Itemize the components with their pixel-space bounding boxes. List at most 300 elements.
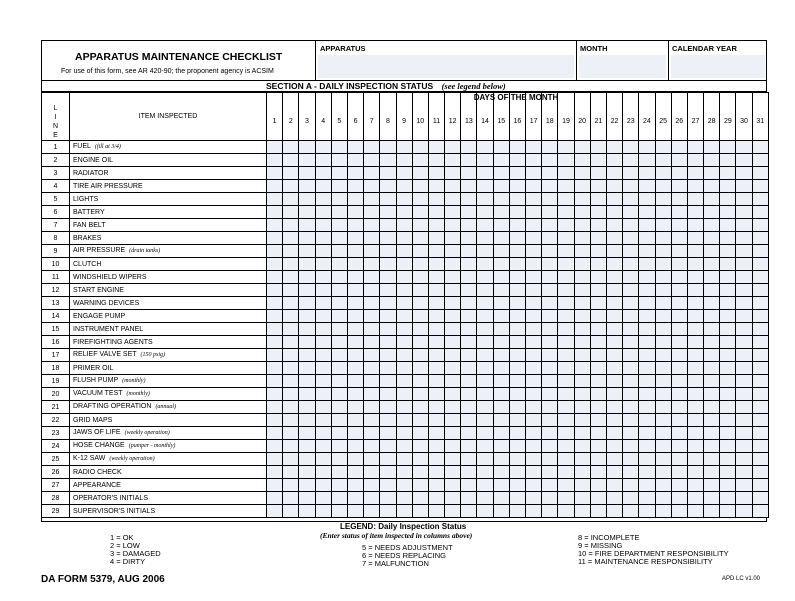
status-cell[interactable] <box>720 336 736 349</box>
status-cell[interactable] <box>687 271 703 284</box>
status-cell[interactable] <box>396 336 412 349</box>
status-cell[interactable] <box>639 492 655 505</box>
status-cell[interactable] <box>526 271 542 284</box>
status-cell[interactable] <box>687 427 703 440</box>
status-cell[interactable] <box>364 505 380 518</box>
status-cell[interactable] <box>315 336 331 349</box>
status-cell[interactable] <box>412 258 428 271</box>
status-cell[interactable] <box>590 362 606 375</box>
status-cell[interactable] <box>412 349 428 362</box>
status-cell[interactable] <box>574 245 590 258</box>
status-cell[interactable] <box>655 258 671 271</box>
status-cell[interactable] <box>590 466 606 479</box>
status-cell[interactable] <box>671 297 687 310</box>
status-cell[interactable] <box>283 492 299 505</box>
status-cell[interactable] <box>267 271 283 284</box>
status-cell[interactable] <box>493 310 509 323</box>
status-cell[interactable] <box>331 492 347 505</box>
status-cell[interactable] <box>283 466 299 479</box>
status-cell[interactable] <box>704 219 720 232</box>
status-cell[interactable] <box>477 388 493 401</box>
status-cell[interactable] <box>720 245 736 258</box>
status-cell[interactable] <box>655 245 671 258</box>
status-cell[interactable] <box>526 193 542 206</box>
status-cell[interactable] <box>396 193 412 206</box>
status-cell[interactable] <box>445 219 461 232</box>
status-cell[interactable] <box>477 492 493 505</box>
status-cell[interactable] <box>623 375 639 388</box>
status-cell[interactable] <box>671 258 687 271</box>
status-cell[interactable] <box>380 336 396 349</box>
status-cell[interactable] <box>267 245 283 258</box>
status-cell[interactable] <box>509 297 525 310</box>
status-cell[interactable] <box>687 479 703 492</box>
status-cell[interactable] <box>704 375 720 388</box>
status-cell[interactable] <box>526 232 542 245</box>
status-cell[interactable] <box>752 245 768 258</box>
status-cell[interactable] <box>671 349 687 362</box>
status-cell[interactable] <box>574 453 590 466</box>
status-cell[interactable] <box>655 388 671 401</box>
status-cell[interactable] <box>477 362 493 375</box>
status-cell[interactable] <box>655 505 671 518</box>
status-cell[interactable] <box>380 154 396 167</box>
status-cell[interactable] <box>736 388 752 401</box>
status-cell[interactable] <box>655 362 671 375</box>
status-cell[interactable] <box>655 375 671 388</box>
status-cell[interactable] <box>720 427 736 440</box>
status-cell[interactable] <box>493 453 509 466</box>
status-cell[interactable] <box>526 284 542 297</box>
status-cell[interactable] <box>347 141 363 154</box>
status-cell[interactable] <box>574 323 590 336</box>
status-cell[interactable] <box>445 206 461 219</box>
status-cell[interactable] <box>493 271 509 284</box>
status-cell[interactable] <box>461 466 477 479</box>
status-cell[interactable] <box>461 141 477 154</box>
status-cell[interactable] <box>493 232 509 245</box>
status-cell[interactable] <box>396 310 412 323</box>
status-cell[interactable] <box>493 362 509 375</box>
status-cell[interactable] <box>558 401 574 414</box>
status-cell[interactable] <box>574 180 590 193</box>
status-cell[interactable] <box>396 154 412 167</box>
status-cell[interactable] <box>655 349 671 362</box>
status-cell[interactable] <box>477 375 493 388</box>
status-cell[interactable] <box>315 492 331 505</box>
status-cell[interactable] <box>428 349 444 362</box>
status-cell[interactable] <box>428 466 444 479</box>
status-cell[interactable] <box>542 141 558 154</box>
status-cell[interactable] <box>606 336 622 349</box>
status-cell[interactable] <box>331 206 347 219</box>
status-cell[interactable] <box>574 336 590 349</box>
status-cell[interactable] <box>493 297 509 310</box>
status-cell[interactable] <box>655 219 671 232</box>
status-cell[interactable] <box>687 193 703 206</box>
status-cell[interactable] <box>639 349 655 362</box>
status-cell[interactable] <box>558 258 574 271</box>
status-cell[interactable] <box>461 258 477 271</box>
status-cell[interactable] <box>687 362 703 375</box>
status-cell[interactable] <box>380 167 396 180</box>
status-cell[interactable] <box>267 232 283 245</box>
status-cell[interactable] <box>509 206 525 219</box>
status-cell[interactable] <box>623 427 639 440</box>
status-cell[interactable] <box>526 323 542 336</box>
status-cell[interactable] <box>590 505 606 518</box>
status-cell[interactable] <box>720 479 736 492</box>
status-cell[interactable] <box>509 466 525 479</box>
status-cell[interactable] <box>623 284 639 297</box>
status-cell[interactable] <box>493 401 509 414</box>
status-cell[interactable] <box>509 453 525 466</box>
status-cell[interactable] <box>445 479 461 492</box>
status-cell[interactable] <box>396 284 412 297</box>
status-cell[interactable] <box>542 297 558 310</box>
status-cell[interactable] <box>380 271 396 284</box>
status-cell[interactable] <box>590 232 606 245</box>
status-cell[interactable] <box>687 310 703 323</box>
status-cell[interactable] <box>396 323 412 336</box>
status-cell[interactable] <box>396 297 412 310</box>
status-cell[interactable] <box>736 180 752 193</box>
status-cell[interactable] <box>267 336 283 349</box>
status-cell[interactable] <box>542 362 558 375</box>
status-cell[interactable] <box>428 505 444 518</box>
status-cell[interactable] <box>720 466 736 479</box>
status-cell[interactable] <box>347 453 363 466</box>
status-cell[interactable] <box>283 245 299 258</box>
status-cell[interactable] <box>526 479 542 492</box>
status-cell[interactable] <box>590 193 606 206</box>
status-cell[interactable] <box>396 258 412 271</box>
status-cell[interactable] <box>558 492 574 505</box>
status-cell[interactable] <box>267 505 283 518</box>
status-cell[interactable] <box>461 323 477 336</box>
status-cell[interactable] <box>687 336 703 349</box>
status-cell[interactable] <box>283 401 299 414</box>
status-cell[interactable] <box>299 349 315 362</box>
status-cell[interactable] <box>347 427 363 440</box>
status-cell[interactable] <box>526 414 542 427</box>
status-cell[interactable] <box>704 154 720 167</box>
status-cell[interactable] <box>655 323 671 336</box>
status-cell[interactable] <box>364 284 380 297</box>
status-cell[interactable] <box>267 284 283 297</box>
status-cell[interactable] <box>396 492 412 505</box>
status-cell[interactable] <box>606 492 622 505</box>
status-cell[interactable] <box>364 232 380 245</box>
status-cell[interactable] <box>445 375 461 388</box>
status-cell[interactable] <box>380 427 396 440</box>
status-cell[interactable] <box>445 336 461 349</box>
status-cell[interactable] <box>574 154 590 167</box>
status-cell[interactable] <box>509 167 525 180</box>
status-cell[interactable] <box>639 453 655 466</box>
status-cell[interactable] <box>331 284 347 297</box>
status-cell[interactable] <box>509 323 525 336</box>
status-cell[interactable] <box>477 479 493 492</box>
status-cell[interactable] <box>461 297 477 310</box>
status-cell[interactable] <box>509 479 525 492</box>
status-cell[interactable] <box>509 154 525 167</box>
status-cell[interactable] <box>428 440 444 453</box>
status-cell[interactable] <box>526 466 542 479</box>
status-cell[interactable] <box>639 167 655 180</box>
status-cell[interactable] <box>364 310 380 323</box>
status-cell[interactable] <box>315 388 331 401</box>
status-cell[interactable] <box>704 492 720 505</box>
status-cell[interactable] <box>752 505 768 518</box>
status-cell[interactable] <box>704 349 720 362</box>
status-cell[interactable] <box>347 206 363 219</box>
status-cell[interactable] <box>671 492 687 505</box>
status-cell[interactable] <box>331 141 347 154</box>
status-cell[interactable] <box>493 440 509 453</box>
status-cell[interactable] <box>752 323 768 336</box>
status-cell[interactable] <box>315 258 331 271</box>
apparatus-field[interactable] <box>318 55 574 78</box>
status-cell[interactable] <box>720 349 736 362</box>
status-cell[interactable] <box>428 297 444 310</box>
status-cell[interactable] <box>445 323 461 336</box>
status-cell[interactable] <box>509 388 525 401</box>
status-cell[interactable] <box>283 479 299 492</box>
status-cell[interactable] <box>590 258 606 271</box>
status-cell[interactable] <box>623 141 639 154</box>
status-cell[interactable] <box>542 284 558 297</box>
status-cell[interactable] <box>493 427 509 440</box>
status-cell[interactable] <box>574 193 590 206</box>
status-cell[interactable] <box>267 388 283 401</box>
status-cell[interactable] <box>331 336 347 349</box>
status-cell[interactable] <box>639 258 655 271</box>
status-cell[interactable] <box>526 167 542 180</box>
status-cell[interactable] <box>509 258 525 271</box>
status-cell[interactable] <box>412 180 428 193</box>
status-cell[interactable] <box>445 141 461 154</box>
month-field[interactable] <box>579 55 666 78</box>
status-cell[interactable] <box>752 258 768 271</box>
status-cell[interactable] <box>526 362 542 375</box>
status-cell[interactable] <box>461 453 477 466</box>
status-cell[interactable] <box>655 271 671 284</box>
status-cell[interactable] <box>380 453 396 466</box>
status-cell[interactable] <box>590 219 606 232</box>
status-cell[interactable] <box>396 440 412 453</box>
status-cell[interactable] <box>542 388 558 401</box>
status-cell[interactable] <box>347 414 363 427</box>
status-cell[interactable] <box>752 440 768 453</box>
status-cell[interactable] <box>623 440 639 453</box>
status-cell[interactable] <box>477 232 493 245</box>
status-cell[interactable] <box>558 167 574 180</box>
status-cell[interactable] <box>574 141 590 154</box>
status-cell[interactable] <box>412 466 428 479</box>
status-cell[interactable] <box>639 193 655 206</box>
status-cell[interactable] <box>574 479 590 492</box>
status-cell[interactable] <box>752 219 768 232</box>
status-cell[interactable] <box>493 219 509 232</box>
status-cell[interactable] <box>590 375 606 388</box>
status-cell[interactable] <box>396 453 412 466</box>
status-cell[interactable] <box>671 284 687 297</box>
status-cell[interactable] <box>493 206 509 219</box>
status-cell[interactable] <box>364 258 380 271</box>
status-cell[interactable] <box>542 232 558 245</box>
status-cell[interactable] <box>364 245 380 258</box>
status-cell[interactable] <box>590 245 606 258</box>
status-cell[interactable] <box>267 323 283 336</box>
status-cell[interactable] <box>639 297 655 310</box>
status-cell[interactable] <box>477 414 493 427</box>
status-cell[interactable] <box>477 271 493 284</box>
status-cell[interactable] <box>380 232 396 245</box>
status-cell[interactable] <box>509 193 525 206</box>
status-cell[interactable] <box>606 349 622 362</box>
status-cell[interactable] <box>752 154 768 167</box>
status-cell[interactable] <box>461 232 477 245</box>
status-cell[interactable] <box>704 505 720 518</box>
status-cell[interactable] <box>655 141 671 154</box>
status-cell[interactable] <box>493 284 509 297</box>
status-cell[interactable] <box>461 362 477 375</box>
status-cell[interactable] <box>736 310 752 323</box>
status-cell[interactable] <box>380 401 396 414</box>
status-cell[interactable] <box>558 453 574 466</box>
status-cell[interactable] <box>687 167 703 180</box>
status-cell[interactable] <box>623 414 639 427</box>
status-cell[interactable] <box>493 180 509 193</box>
status-cell[interactable] <box>720 232 736 245</box>
status-cell[interactable] <box>720 154 736 167</box>
status-cell[interactable] <box>558 232 574 245</box>
status-cell[interactable] <box>347 310 363 323</box>
status-cell[interactable] <box>623 479 639 492</box>
status-cell[interactable] <box>509 180 525 193</box>
status-cell[interactable] <box>752 271 768 284</box>
status-cell[interactable] <box>461 245 477 258</box>
status-cell[interactable] <box>606 505 622 518</box>
status-cell[interactable] <box>704 414 720 427</box>
status-cell[interactable] <box>283 505 299 518</box>
status-cell[interactable] <box>347 167 363 180</box>
status-cell[interactable] <box>396 180 412 193</box>
status-cell[interactable] <box>299 427 315 440</box>
status-cell[interactable] <box>412 154 428 167</box>
status-cell[interactable] <box>606 401 622 414</box>
status-cell[interactable] <box>299 414 315 427</box>
status-cell[interactable] <box>639 362 655 375</box>
status-cell[interactable] <box>380 258 396 271</box>
status-cell[interactable] <box>574 167 590 180</box>
status-cell[interactable] <box>509 505 525 518</box>
status-cell[interactable] <box>315 271 331 284</box>
status-cell[interactable] <box>574 362 590 375</box>
status-cell[interactable] <box>461 427 477 440</box>
status-cell[interactable] <box>315 479 331 492</box>
status-cell[interactable] <box>396 362 412 375</box>
status-cell[interactable] <box>590 154 606 167</box>
status-cell[interactable] <box>267 141 283 154</box>
status-cell[interactable] <box>526 206 542 219</box>
status-cell[interactable] <box>493 466 509 479</box>
status-cell[interactable] <box>704 193 720 206</box>
status-cell[interactable] <box>720 453 736 466</box>
status-cell[interactable] <box>639 206 655 219</box>
status-cell[interactable] <box>331 427 347 440</box>
status-cell[interactable] <box>267 193 283 206</box>
status-cell[interactable] <box>493 323 509 336</box>
status-cell[interactable] <box>720 284 736 297</box>
status-cell[interactable] <box>380 284 396 297</box>
status-cell[interactable] <box>590 492 606 505</box>
status-cell[interactable] <box>477 206 493 219</box>
status-cell[interactable] <box>412 427 428 440</box>
status-cell[interactable] <box>639 141 655 154</box>
status-cell[interactable] <box>428 284 444 297</box>
status-cell[interactable] <box>542 193 558 206</box>
status-cell[interactable] <box>331 414 347 427</box>
status-cell[interactable] <box>380 362 396 375</box>
status-cell[interactable] <box>347 284 363 297</box>
status-cell[interactable] <box>623 258 639 271</box>
status-cell[interactable] <box>590 141 606 154</box>
status-cell[interactable] <box>736 141 752 154</box>
status-cell[interactable] <box>752 362 768 375</box>
status-cell[interactable] <box>364 388 380 401</box>
status-cell[interactable] <box>267 466 283 479</box>
status-cell[interactable] <box>412 453 428 466</box>
status-cell[interactable] <box>655 440 671 453</box>
status-cell[interactable] <box>542 479 558 492</box>
status-cell[interactable] <box>412 206 428 219</box>
status-cell[interactable] <box>396 245 412 258</box>
status-cell[interactable] <box>331 193 347 206</box>
status-cell[interactable] <box>623 388 639 401</box>
status-cell[interactable] <box>736 193 752 206</box>
status-cell[interactable] <box>590 453 606 466</box>
status-cell[interactable] <box>655 336 671 349</box>
status-cell[interactable] <box>752 414 768 427</box>
status-cell[interactable] <box>428 479 444 492</box>
status-cell[interactable] <box>299 453 315 466</box>
status-cell[interactable] <box>364 453 380 466</box>
status-cell[interactable] <box>380 245 396 258</box>
status-cell[interactable] <box>347 505 363 518</box>
status-cell[interactable] <box>542 349 558 362</box>
status-cell[interactable] <box>542 336 558 349</box>
status-cell[interactable] <box>396 167 412 180</box>
status-cell[interactable] <box>671 440 687 453</box>
status-cell[interactable] <box>574 349 590 362</box>
status-cell[interactable] <box>428 154 444 167</box>
status-cell[interactable] <box>493 479 509 492</box>
status-cell[interactable] <box>509 245 525 258</box>
status-cell[interactable] <box>428 323 444 336</box>
status-cell[interactable] <box>461 388 477 401</box>
status-cell[interactable] <box>283 271 299 284</box>
status-cell[interactable] <box>412 167 428 180</box>
status-cell[interactable] <box>331 258 347 271</box>
status-cell[interactable] <box>736 258 752 271</box>
status-cell[interactable] <box>412 440 428 453</box>
status-cell[interactable] <box>445 258 461 271</box>
status-cell[interactable] <box>509 349 525 362</box>
status-cell[interactable] <box>720 141 736 154</box>
status-cell[interactable] <box>364 167 380 180</box>
